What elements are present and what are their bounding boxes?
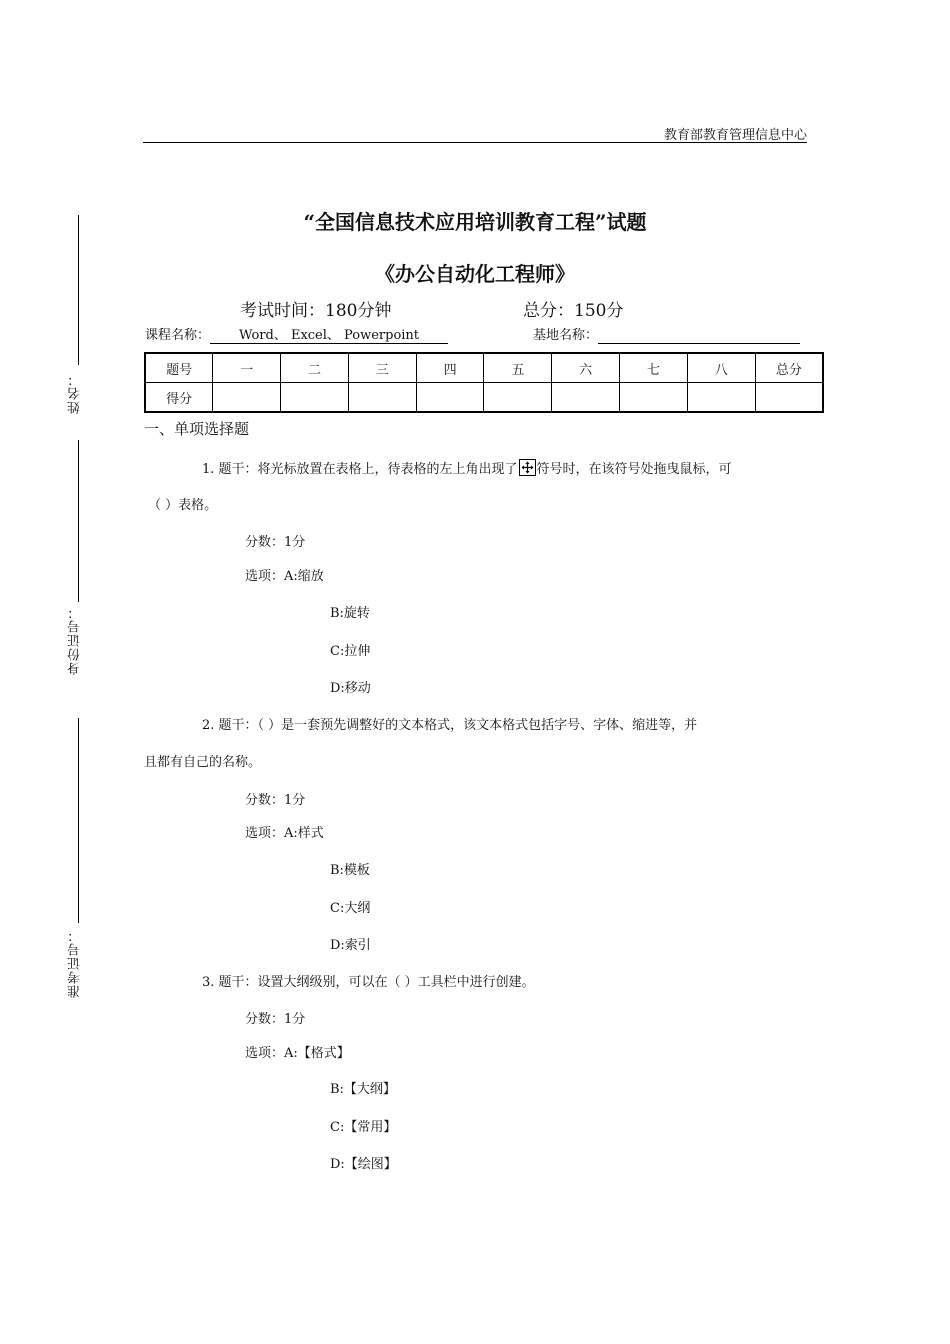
question-2-stem-line2: 且都有自己的名称。: [144, 755, 262, 770]
course-name-label: 课程名称：: [145, 328, 211, 343]
exam-total-score: 总分：150分: [523, 301, 624, 321]
question-2-option-a: 选项：A:样式: [245, 826, 324, 841]
question-3-stem-line1: 3. 题干：设置大纲级别，可以在（ ）工具栏中进行创建。: [202, 975, 535, 990]
side-line-ticket: [78, 718, 79, 923]
question-3-option-d: D:【绘图】: [330, 1157, 397, 1172]
exam-subtitle: 《办公自动化工程师》: [375, 262, 575, 286]
base-name-blank: [598, 328, 800, 344]
score-table-col: 四: [416, 353, 484, 383]
score-table-col: 三: [348, 353, 416, 383]
question-1-stem-line1: [202, 458, 732, 477]
course-name-row: [145, 324, 448, 344]
question-2-option-d: D:索引: [330, 938, 371, 953]
question-2-score: 分数：1分: [245, 793, 306, 808]
score-cell: [484, 383, 552, 413]
question-1-option-c: C:拉伸: [330, 644, 371, 659]
score-table-header-row: [145, 353, 823, 383]
score-cell: [755, 383, 823, 413]
score-cell: [281, 383, 349, 413]
question-1-stem-a: 1. 题干：将光标放置在表格上，待表格的左上角出现了: [202, 462, 518, 477]
exam-time: 考试时间：180分钟: [240, 301, 392, 321]
score-table-col: 二: [281, 353, 349, 383]
score-table-score-label: 得分: [145, 383, 213, 413]
question-1-stem-line2: （ ）表格。: [148, 498, 218, 513]
score-cell: [416, 383, 484, 413]
exam-title: “全国信息技术应用培训教育工程”试题: [303, 210, 647, 234]
question-1-stem-b: 符号时，在该符号处拖曳鼠标，可: [536, 462, 732, 477]
base-name-label: 基地名称：: [533, 328, 599, 343]
score-table-col: 八: [687, 353, 755, 383]
question-1-option-a: 选项：A:缩放: [245, 569, 324, 584]
score-cell: [552, 383, 620, 413]
question-2-option-c: C:大纲: [330, 901, 371, 916]
score-table-col: 一: [213, 353, 281, 383]
score-table-col: 总分: [755, 353, 823, 383]
header-divider: [143, 142, 807, 143]
question-3-option-c: C:【常用】: [330, 1120, 397, 1135]
score-table-col: 七: [620, 353, 688, 383]
score-table-col: 五: [484, 353, 552, 383]
score-cell: [687, 383, 755, 413]
side-line-name: [78, 215, 79, 365]
question-1-option-b: B:旋转: [330, 606, 370, 621]
score-cell: [348, 383, 416, 413]
score-cell: [620, 383, 688, 413]
question-2-option-b: B:模板: [330, 863, 370, 878]
question-2-stem-line1: 2. 题干：（ ）是一套预先调整好的文本格式，该文本格式包括字号、字体、缩进等，并: [202, 718, 698, 733]
question-3-option-a: 选项：A:【格式】: [245, 1046, 350, 1061]
side-label-name: 姓名：: [68, 372, 83, 414]
move-handle-icon: [519, 459, 536, 476]
question-3-score: 分数：1分: [245, 1012, 306, 1027]
question-1-option-d: D:移动: [330, 681, 371, 696]
score-table: [144, 352, 824, 413]
course-name-value: Word、 Excel、 Powerpoint: [210, 328, 448, 344]
question-3-option-b: B:【大纲】: [330, 1082, 396, 1097]
side-line-id: [78, 440, 79, 602]
side-label-ticket: 准考证号：: [68, 928, 83, 998]
score-table-score-row: [145, 383, 823, 413]
score-table-header-label: 题号: [145, 353, 213, 383]
question-1-score: 分数：1分: [245, 535, 306, 550]
header-organization: 教育部教育管理信息中心: [663, 128, 807, 143]
section-title: 一、单项选择题: [144, 420, 250, 438]
side-label-id: 身份证号：: [68, 605, 83, 675]
base-name-row: [533, 324, 800, 344]
score-cell: [213, 383, 281, 413]
score-table-col: 六: [552, 353, 620, 383]
